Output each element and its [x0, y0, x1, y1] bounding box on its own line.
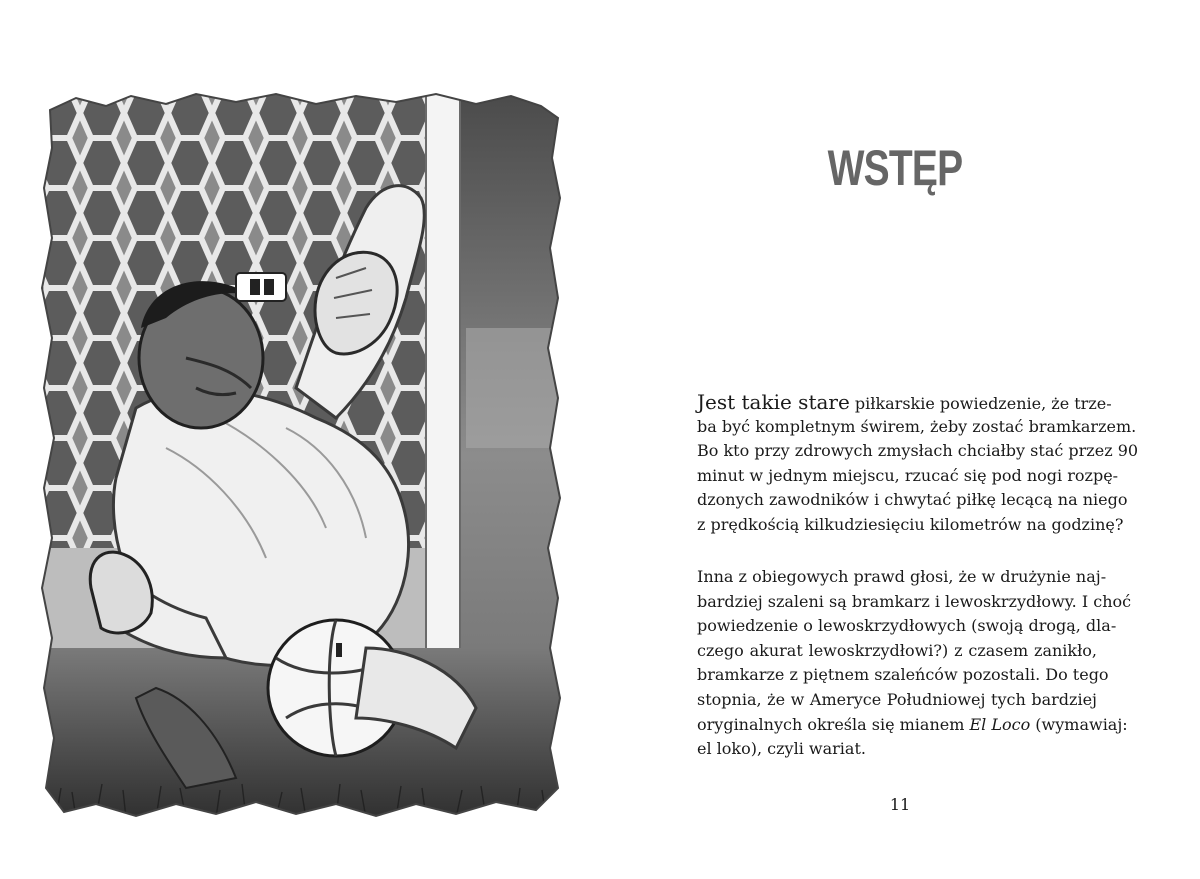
text-line: bramkarze z piętnem szaleńców pozostali. Do tego [697, 665, 1109, 685]
text-line: Inna z obiegowych prawd głosi, że w drużynie naj- [697, 567, 1107, 586]
text-line: dzonych zawodników i chwytać piłkę lecącą na niego [697, 490, 1128, 510]
text-line: piłkarskie powiedzenie, że trze- [849, 394, 1112, 413]
lead-in: Jest takie stare [697, 390, 850, 414]
text-line: minut w jednym miejscu, rzucać się pod nogi rozpę- [697, 465, 1119, 485]
paragraph-1-line-1 [697, 390, 1112, 415]
text-line: bardziej szaleni są bramkarz i lewoskrzydłowy. I choć [697, 591, 1132, 611]
text-line: el loko), czyli wariat. [697, 739, 866, 759]
text-line: powiedzenie o lewoskrzydłowych (swoją drogą, dla- [697, 616, 1117, 636]
paragraph-2 [697, 565, 1132, 762]
goalkeeper-illustration [36, 88, 566, 823]
text-segment: (wymawiaj: [1030, 714, 1128, 734]
text-line: ba być kompletnym świrem, żeby zostać bramkarzem. [697, 416, 1137, 436]
text-line: z prędkością kilkudziesięciu kilometrów na godzinę? [697, 514, 1124, 534]
page-number: 11 [889, 795, 911, 814]
paragraph-1 [697, 390, 1139, 538]
text-line-with-emphasis [697, 713, 1128, 738]
text-segment: oryginalnych określa się mianem [697, 714, 970, 734]
chapter-title: WSTĘP [827, 140, 963, 196]
emphasized-term: El Loco [969, 714, 1031, 734]
text-line: czego akurat lewoskrzydłowi?) z czasem zanikło, [697, 640, 1097, 660]
text-line: Bo kto przy zdrowych zmysłach chciałby stać przez 90 [697, 441, 1139, 461]
text-line: stopnia, że w Ameryce Południowej tych bardziej [697, 689, 1097, 709]
